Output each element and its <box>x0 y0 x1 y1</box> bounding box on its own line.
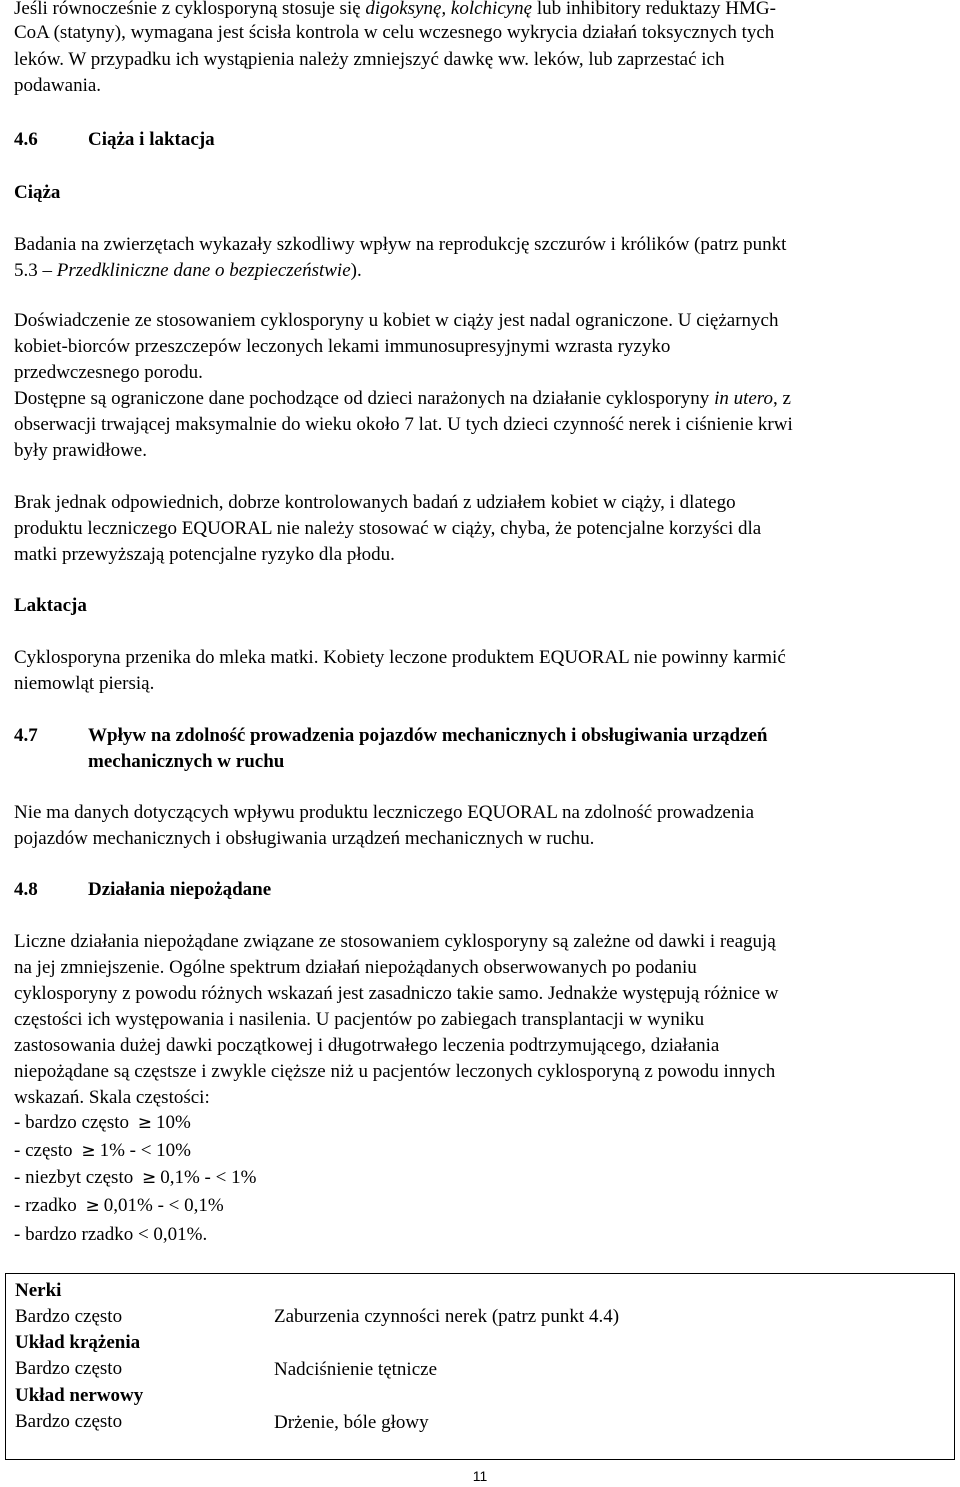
intro-line <box>14 0 776 21</box>
greater-equal-icon: ≥ <box>85 1196 100 1216</box>
text: ). <box>350 260 362 281</box>
paragraph-line: produktu leczniczego EQUORAL nie należy stosować w ciąży, chyba, że potencjalne korzyści dla <box>14 518 762 539</box>
paragraph-line: niemowląt piersią. <box>14 673 155 694</box>
frequency-item <box>14 1139 191 1163</box>
section-number: 4.7 <box>14 725 38 746</box>
latin-term: in utero <box>714 388 773 409</box>
paragraph-line: Brak jednak odpowiednich, dobrze kontrolowanych badań z udziałem kobiet w ciąży, i dlatego <box>14 492 736 513</box>
paragraph-line: wskazań. Skala częstości: <box>14 1087 210 1108</box>
text: lub inhibitory reduktazy HMG- <box>532 0 776 19</box>
frequency-item: - bardzo rzadko < 0,01%. <box>14 1224 208 1245</box>
paragraph-line: matki przewyższają potencjalne ryzyko dla płodu. <box>14 544 395 565</box>
table-organ-class: Nerki <box>15 1280 62 1301</box>
section-heading-4-8 <box>14 878 271 902</box>
greater-equal-icon: ≥ <box>141 1168 157 1188</box>
subheading-lactation: Laktacja <box>14 595 87 616</box>
table-organ-class: Układ nerwowy <box>15 1385 144 1406</box>
paragraph-line: na jej zmniejszenie. Ogólne spektrum działań niepożądanych obserwowanych po podaniu <box>14 957 697 978</box>
text: Jeśli równocześnie z cyklosporyną stosuje się <box>14 0 366 19</box>
table-frequency: Bardzo często <box>15 1358 123 1379</box>
paragraph-line: zastosowania dużej dawki początkowej i długotrwałego leczenia podtrzymującego, działania <box>14 1035 720 1056</box>
adverse-effects-table <box>5 1273 955 1460</box>
paragraph-line: cyklosporyny z powodu różnych wskazań jest zasadniczo takie samo. Jednakże występują różnice w <box>14 983 779 1004</box>
section-heading-4-6 <box>14 128 215 152</box>
text: - bardzo często <box>14 1112 134 1133</box>
greater-equal-icon: ≥ <box>81 1141 96 1161</box>
text: 10% <box>156 1112 191 1133</box>
paragraph-line <box>14 387 791 411</box>
frequency-item <box>14 1111 191 1135</box>
text: - niezbyt często <box>14 1167 138 1188</box>
text: Dostępne są ograniczone dane pochodzące od dzieci narażonych na działanie cyklosporyny <box>14 388 715 409</box>
frequency-item <box>14 1194 224 1218</box>
paragraph-line: były prawidłowe. <box>14 440 147 461</box>
text: 0,1% - < 1% <box>160 1167 257 1188</box>
intro-line: podawania. <box>14 75 102 96</box>
paragraph-line: pojazdów mechanicznych i obsługiwania urządzeń mechanicznych w ruchu. <box>14 828 595 849</box>
paragraph-line: Nie ma danych dotyczących wpływu produktu leczniczego EQUORAL na zdolność prowadzenia <box>14 802 755 823</box>
greater-equal-icon: ≥ <box>137 1113 152 1133</box>
page-number: 11 <box>472 1468 488 1484</box>
paragraph-line: Badania na zwierzętach wykazały szkodliwy wpływ na reprodukcję szczurów i królików (patrz punkt <box>14 234 787 255</box>
table-organ-class: Układ krążenia <box>15 1332 141 1353</box>
section-title: Ciąża i laktacja <box>88 129 215 150</box>
paragraph-line: niepożądane są częstsze i zwykle cięższe niż u pacjentów leczonych cyklosporyną z powodu innych <box>14 1061 776 1082</box>
text: - często <box>14 1140 78 1161</box>
text: 1% - < 10% <box>99 1140 192 1161</box>
paragraph-line: Liczne działania niepożądane związane ze stosowaniem cyklosporyny są zależne od dawki i reagują <box>14 931 776 952</box>
section-number: 4.6 <box>14 129 38 150</box>
intro-line: CoA (statyny), wymagana jest ścisła kontrola w celu wczesnego wykrycia działań toksycznych tych <box>14 22 775 43</box>
paragraph-line <box>14 259 362 283</box>
paragraph-line: częstości ich występowania i nasilenia. U pacjentów po zabiegach transplantacji w wyniku <box>14 1009 705 1030</box>
text: 5.3 <box>14 260 43 281</box>
text: 0,01% - < 0,1% <box>103 1195 224 1216</box>
table-effect: Zaburzenia czynności nerek (patrz punkt 4.4) <box>274 1306 620 1327</box>
reference-title: – Przedkliniczne dane o bezpieczeństwie <box>42 260 351 281</box>
section-heading-4-7 <box>14 724 767 748</box>
intro-line: leków. W przypadku ich wystąpienia należy zmniejszyć dawkę ww. leków, lub zaprzestać ich <box>14 49 725 70</box>
table-effect: Nadciśnienie tętnicze <box>274 1359 438 1380</box>
section-title: Działania niepożądane <box>88 879 272 900</box>
section-number: 4.8 <box>14 879 38 900</box>
paragraph-line: przedwczesnego porodu. <box>14 362 203 383</box>
table-frequency: Bardzo często <box>15 1306 123 1327</box>
subheading-pregnancy: Ciąża <box>14 182 61 203</box>
section-title-continued: mechanicznych w ruchu <box>88 751 285 772</box>
table-effect: Drżenie, bóle głowy <box>274 1412 429 1433</box>
text: , z <box>773 388 791 409</box>
frequency-item <box>14 1166 256 1190</box>
section-title: Wpływ na zdolność prowadzenia pojazdów mechanicznych i obsługiwania urządzeń <box>88 725 768 746</box>
paragraph-line: obserwacji trwającej maksymalnie do wieku około 7 lat. U tych dzieci czynność nerek i ciśnienie krwi <box>14 414 793 435</box>
paragraph-line: Doświadczenie ze stosowaniem cyklosporyny u kobiet w ciąży jest nadal ograniczone. U ciężarnych <box>14 310 779 331</box>
drug-names: digoksynę, kolchicynę <box>365 0 533 19</box>
paragraph-line: kobiet-biorców przeszczepów leczonych lekami immunosupresyjnymi wzrasta ryzyko <box>14 336 671 357</box>
paragraph-line: Cyklosporyna przenika do mleka matki. Kobiety leczone produktem EQUORAL nie powinny karmić <box>14 647 786 668</box>
text: - rzadko <box>14 1195 82 1216</box>
table-frequency: Bardzo często <box>15 1411 123 1432</box>
